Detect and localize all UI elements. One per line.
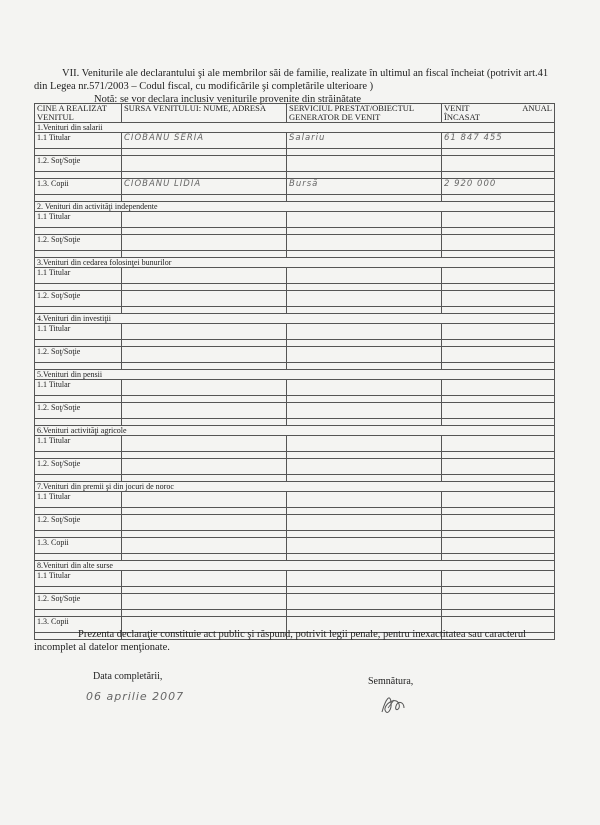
cell-source: [122, 291, 287, 307]
table-row: [35, 436, 555, 452]
header-amount: [442, 104, 555, 123]
cell-service: [287, 571, 442, 587]
cell-amount: [442, 538, 555, 554]
section-row: [35, 123, 555, 133]
spacer-cell: [35, 475, 122, 482]
cell-who: 1.2. Soţ/Soţie: [35, 515, 122, 531]
table-row: [35, 380, 555, 396]
cell-amount: [442, 324, 555, 340]
cell-source: [122, 403, 287, 419]
cell-amount: [442, 436, 555, 452]
cell-source: [122, 156, 287, 172]
spacer-cell: [35, 149, 122, 156]
cell-source: [122, 436, 287, 452]
spacer-cell: [35, 363, 122, 370]
spacer-cell: [35, 587, 122, 594]
table-row: [35, 324, 555, 340]
cell-amount: 61 847 455: [442, 133, 555, 149]
cell-service: [287, 268, 442, 284]
table-header-row: [35, 104, 555, 123]
spacer-cell: [287, 587, 442, 594]
cell-source: [122, 538, 287, 554]
cell-amount: [442, 459, 555, 475]
cell-who: 1.2. Soţ/Soţie: [35, 156, 122, 172]
section-title-cell: 6.Venituri activităţi agricole: [35, 426, 555, 436]
cell-who: 1.2. Soţ/Soţie: [35, 347, 122, 363]
section-row: [35, 426, 555, 436]
spacer-cell: [287, 284, 442, 291]
cell-service: Bursă: [287, 179, 442, 195]
spacer-row: [35, 284, 555, 291]
section-title-cell: 4.Venituri din investiţii: [35, 314, 555, 324]
cell-amount: [442, 403, 555, 419]
spacer-cell: [442, 610, 555, 617]
spacer-row: [35, 307, 555, 314]
cell-who: 1.1 Titular: [35, 380, 122, 396]
cell-service: [287, 291, 442, 307]
spacer-cell: [35, 419, 122, 426]
cell-source: [122, 571, 287, 587]
cell-service: [287, 380, 442, 396]
cell-who: 1.2. Soţ/Soţie: [35, 403, 122, 419]
spacer-row: [35, 587, 555, 594]
spacer-cell: [35, 396, 122, 403]
spacer-cell: [287, 475, 442, 482]
cell-who: 1.1 Titular: [35, 492, 122, 508]
spacer-cell: [442, 587, 555, 594]
spacer-cell: [35, 284, 122, 291]
cell-amount: [442, 594, 555, 610]
cell-source: [122, 347, 287, 363]
spacer-cell: [35, 531, 122, 538]
spacer-cell: [287, 251, 442, 258]
cell-who: 1.3. Copii: [35, 179, 122, 195]
spacer-cell: [442, 475, 555, 482]
spacer-row: [35, 610, 555, 617]
spacer-row: [35, 228, 555, 235]
section-heading: [34, 67, 554, 106]
section-row: [35, 202, 555, 212]
cell-service: [287, 212, 442, 228]
header-amount-incasat: ÎNCASAT: [444, 112, 480, 122]
header-who: CINE A REALIZAT VENITUL: [35, 104, 122, 123]
table-row: [35, 156, 555, 172]
spacer-cell: [122, 419, 287, 426]
cell-service: [287, 492, 442, 508]
cell-amount: [442, 347, 555, 363]
spacer-cell: [287, 508, 442, 515]
spacer-row: [35, 396, 555, 403]
table-row: [35, 268, 555, 284]
cell-who: 1.2. Soţ/Soţie: [35, 594, 122, 610]
section-title: VII. Veniturile ale declarantului şi ale membrilor săi de familie, realizate în ultimul an fiscal încheiat (potrivit art.41 din Legea nr.571/2003 – Codul fiscal, cu modificările şi completările ulterioare ): [34, 68, 549, 92]
spacer-cell: [287, 554, 442, 561]
spacer-cell: [442, 363, 555, 370]
spacer-cell: [35, 340, 122, 347]
cell-service: [287, 436, 442, 452]
spacer-cell: [122, 452, 287, 459]
cell-amount: [442, 380, 555, 396]
spacer-cell: [122, 172, 287, 179]
cell-who: 1.1 Titular: [35, 268, 122, 284]
handwritten-signature-icon: [378, 690, 408, 718]
date-label: Data completării,: [93, 671, 163, 682]
spacer-row: [35, 251, 555, 258]
signature-label: Semnătura,: [368, 676, 414, 687]
cell-amount: [442, 268, 555, 284]
cell-source: [122, 492, 287, 508]
cell-service: [287, 235, 442, 251]
spacer-cell: [442, 554, 555, 561]
cell-amount: [442, 212, 555, 228]
spacer-cell: [287, 307, 442, 314]
cell-amount: 2 920 000: [442, 179, 555, 195]
spacer-cell: [442, 396, 555, 403]
spacer-row: [35, 340, 555, 347]
cell-service: [287, 347, 442, 363]
cell-service: Salariu: [287, 133, 442, 149]
cell-service: [287, 324, 442, 340]
spacer-cell: [122, 195, 287, 202]
spacer-cell: [287, 610, 442, 617]
spacer-cell: [287, 419, 442, 426]
spacer-cell: [122, 554, 287, 561]
table-row: [35, 538, 555, 554]
cell-amount: [442, 235, 555, 251]
spacer-row: [35, 149, 555, 156]
table-row: [35, 492, 555, 508]
cell-source: [122, 515, 287, 531]
header-amount-anual: ANUAL: [522, 103, 552, 113]
spacer-cell: [122, 587, 287, 594]
table-row: [35, 133, 555, 149]
table-row: [35, 594, 555, 610]
spacer-cell: [442, 195, 555, 202]
spacer-cell: [442, 149, 555, 156]
table-row: [35, 179, 555, 195]
section-note: Notă: se vor declara inclusiv veniturile provenite din străinătate: [94, 94, 362, 105]
spacer-cell: [35, 508, 122, 515]
legal-statement: Prezenta declaraţie constituie act public şi răspund, potrivit legii penale, pentru inexactitatea sau caracterul incomplet al datelor menţionate.: [34, 629, 527, 653]
spacer-cell: [287, 396, 442, 403]
cell-service: [287, 538, 442, 554]
spacer-cell: [287, 452, 442, 459]
footer-statement-block: [34, 628, 554, 654]
date-value: 06 aprilie 2007: [86, 690, 185, 703]
spacer-cell: [287, 228, 442, 235]
table-row: [35, 347, 555, 363]
cell-service: [287, 459, 442, 475]
spacer-row: [35, 363, 555, 370]
spacer-cell: [35, 452, 122, 459]
table-row: [35, 459, 555, 475]
spacer-cell: [287, 340, 442, 347]
cell-source: [122, 324, 287, 340]
spacer-cell: [35, 195, 122, 202]
spacer-cell: [35, 554, 122, 561]
spacer-cell: [122, 531, 287, 538]
cell-service: [287, 594, 442, 610]
cell-source: CIOBANU SERIA: [122, 133, 287, 149]
spacer-cell: [442, 452, 555, 459]
spacer-row: [35, 475, 555, 482]
section-row: [35, 561, 555, 571]
spacer-cell: [442, 228, 555, 235]
cell-service: [287, 156, 442, 172]
header-source: SURSA VENITULUI: NUME, ADRESA: [122, 104, 287, 123]
cell-source: [122, 459, 287, 475]
section-title-cell: 5.Venituri din pensii: [35, 370, 555, 380]
section-title-cell: 8.Venituri din alte surse: [35, 561, 555, 571]
spacer-cell: [122, 251, 287, 258]
cell-source: [122, 380, 287, 396]
spacer-cell: [122, 363, 287, 370]
spacer-cell: [442, 307, 555, 314]
cell-who: 1.1 Titular: [35, 324, 122, 340]
spacer-cell: [442, 508, 555, 515]
income-table: [34, 103, 555, 640]
table-row: [35, 403, 555, 419]
spacer-cell: [287, 531, 442, 538]
section-row: [35, 482, 555, 492]
spacer-cell: [35, 251, 122, 258]
table-row: [35, 291, 555, 307]
spacer-cell: [442, 284, 555, 291]
cell-who: 1.1 Titular: [35, 212, 122, 228]
spacer-cell: [35, 610, 122, 617]
cell-who: 1.1 Titular: [35, 571, 122, 587]
spacer-cell: [442, 251, 555, 258]
spacer-cell: [122, 284, 287, 291]
spacer-cell: [35, 172, 122, 179]
cell-who: 1.3. Copii: [35, 617, 122, 633]
cell-who: 1.1 Titular: [35, 436, 122, 452]
spacer-row: [35, 452, 555, 459]
spacer-row: [35, 172, 555, 179]
cell-source: [122, 212, 287, 228]
spacer-row: [35, 554, 555, 561]
spacer-cell: [442, 340, 555, 347]
section-row: [35, 370, 555, 380]
spacer-cell: [287, 172, 442, 179]
spacer-cell: [122, 149, 287, 156]
cell-amount: [442, 571, 555, 587]
table-row: [35, 235, 555, 251]
cell-source: [122, 594, 287, 610]
cell-source: CIOBANU LIDIA: [122, 179, 287, 195]
cell-service: [287, 403, 442, 419]
spacer-row: [35, 531, 555, 538]
cell-amount: [442, 156, 555, 172]
spacer-cell: [122, 340, 287, 347]
cell-amount: [442, 492, 555, 508]
spacer-cell: [287, 195, 442, 202]
spacer-cell: [287, 149, 442, 156]
table-row: [35, 515, 555, 531]
signature-mark: [378, 690, 408, 723]
spacer-row: [35, 508, 555, 515]
spacer-cell: [442, 531, 555, 538]
cell-who: 1.1 Titular: [35, 133, 122, 149]
spacer-cell: [442, 172, 555, 179]
cell-source: [122, 268, 287, 284]
spacer-cell: [442, 419, 555, 426]
spacer-cell: [122, 396, 287, 403]
header-amount-venit: VENIT: [444, 103, 470, 113]
table-row: [35, 571, 555, 587]
cell-who: 1.2. Soţ/Soţie: [35, 459, 122, 475]
section-row: [35, 314, 555, 324]
cell-who: 1.2. Soţ/Soţie: [35, 235, 122, 251]
section-title-cell: 3.Venituri din cedarea folosinţei bunurilor: [35, 258, 555, 268]
spacer-row: [35, 195, 555, 202]
spacer-cell: [122, 508, 287, 515]
cell-service: [287, 515, 442, 531]
section-title-cell: 2. Venituri din activităţi independente: [35, 202, 555, 212]
spacer-row: [35, 419, 555, 426]
spacer-cell: [122, 475, 287, 482]
section-row: [35, 258, 555, 268]
table-body: [35, 123, 555, 640]
table-row: [35, 212, 555, 228]
header-service: SERVICIUL PRESTAT/OBIECTUL GENERATOR DE VENIT: [287, 104, 442, 123]
cell-source: [122, 235, 287, 251]
cell-who: 1.2. Soţ/Soţie: [35, 291, 122, 307]
cell-amount: [442, 291, 555, 307]
spacer-cell: [35, 228, 122, 235]
section-title-cell: 7.Venituri din premii şi din jocuri de noroc: [35, 482, 555, 492]
cell-who: 1.3. Copii: [35, 538, 122, 554]
spacer-cell: [122, 228, 287, 235]
spacer-cell: [122, 307, 287, 314]
spacer-cell: [287, 363, 442, 370]
section-title-cell: 1.Venituri din salarii: [35, 123, 555, 133]
spacer-cell: [35, 307, 122, 314]
cell-amount: [442, 515, 555, 531]
spacer-cell: [122, 610, 287, 617]
